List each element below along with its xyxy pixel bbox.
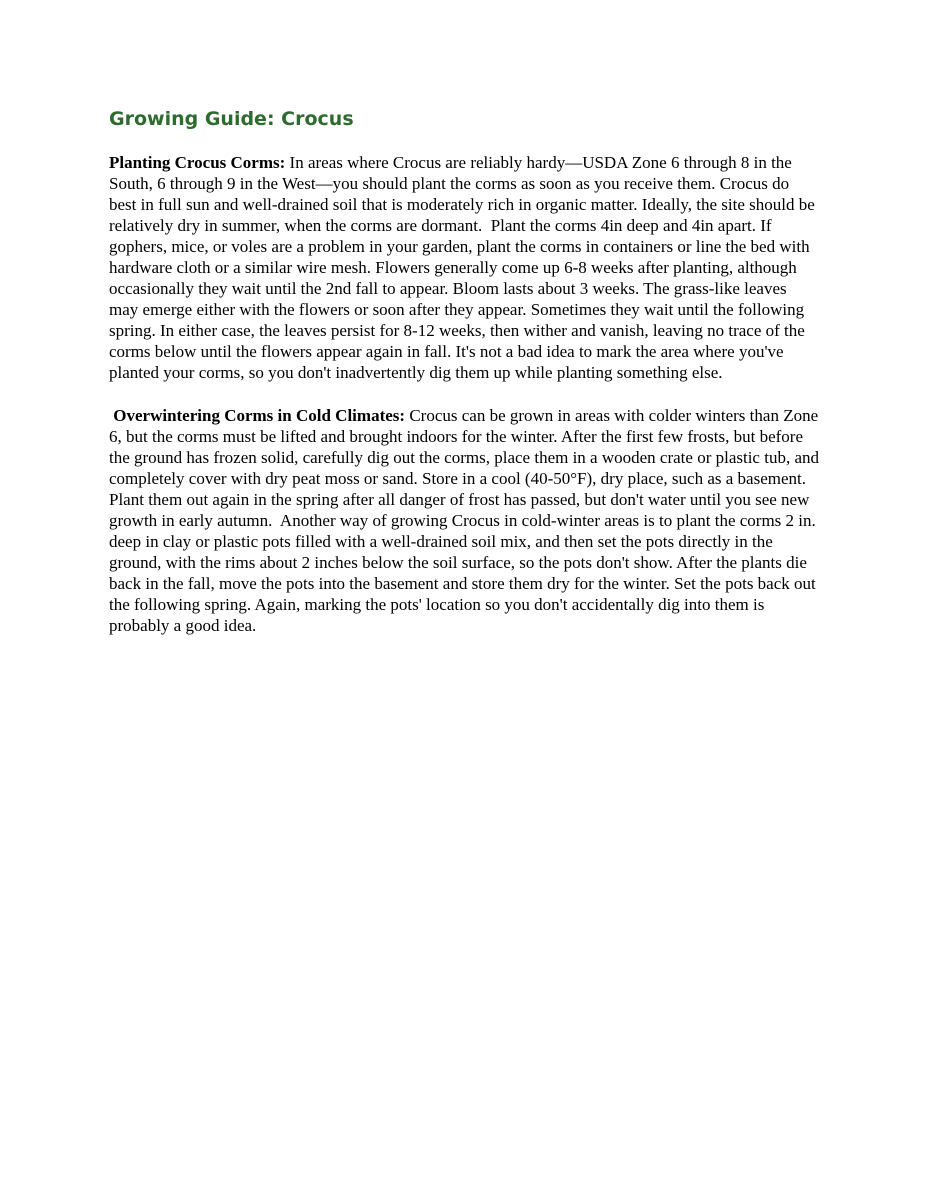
paragraph-body-overwintering: Crocus can be grown in areas with colder winters than Zone 6, but the corms must be lifted and brought indoors for the winter. After the first few frosts, but before the ground has frozen solid, carefully dig out the corms, place them in a wooden crate or plastic tub, and completely cover with dry peat moss or sand. Store in a cool (40-50°F), dry place, such as a basement. Plant them out again in the spring after all danger of frost has passed, but don't water until you see new growth in early autumn. Another way of growing Crocus in cold-winter areas is to plant the corms 2 in. deep in clay or plastic pots filled with a well-drained soil mix, and then set the pots directly in the ground, with the rims about 2 inches below the soil surface, so the pots don't show. After the plants die back in the fall, move the pots into the basement and store them dry for the winter. Set the pots back out the following spring. Again, marking the pots' location so you don't accidentally dig into them is probably a good idea. (109, 406, 824, 635)
paragraph-label-planting: Planting Crocus Corms: (109, 153, 286, 172)
paragraph-label-overwintering: Overwintering Corms in Cold Climates: (109, 406, 406, 425)
page-title: Growing Guide: Crocus (109, 108, 354, 130)
paragraph-body-planting: In areas where Crocus are reliably hardy—USDA Zone 6 through 8 in the South, 6 through 9 in the West—you should plant the corms as soon as you receive them. Crocus do best in full sun and well-drained soil that is moderately rich in organic matter. Ideally, the site should be relatively dry in summer, when the corms are dormant. Plant the corms 4in deep and 4in apart. If gophers, mice, or voles are a problem in your garden, plant the corms in containers or line the bed with hardware cloth or a similar wire mesh. Flowers generally come up 6-8 weeks after planting, although occasionally they wait until the 2nd fall to appear. Bloom lasts about 3 weeks. The grass-like leaves may emerge either with the flowers or soon after they appear. Sometimes they wait until the following spring. In either case, the leaves persist for 8-12 weeks, then wither and vanish, leaving no trace of the corms below until the flowers appear again in fall. It's not a bad idea to mark the area where you've planted your corms, so you don't inadvertently dig them up while planting something else. (109, 153, 820, 382)
paragraph-planting-crocus-corms (109, 152, 819, 383)
paragraph-overwintering-corms (109, 405, 824, 636)
